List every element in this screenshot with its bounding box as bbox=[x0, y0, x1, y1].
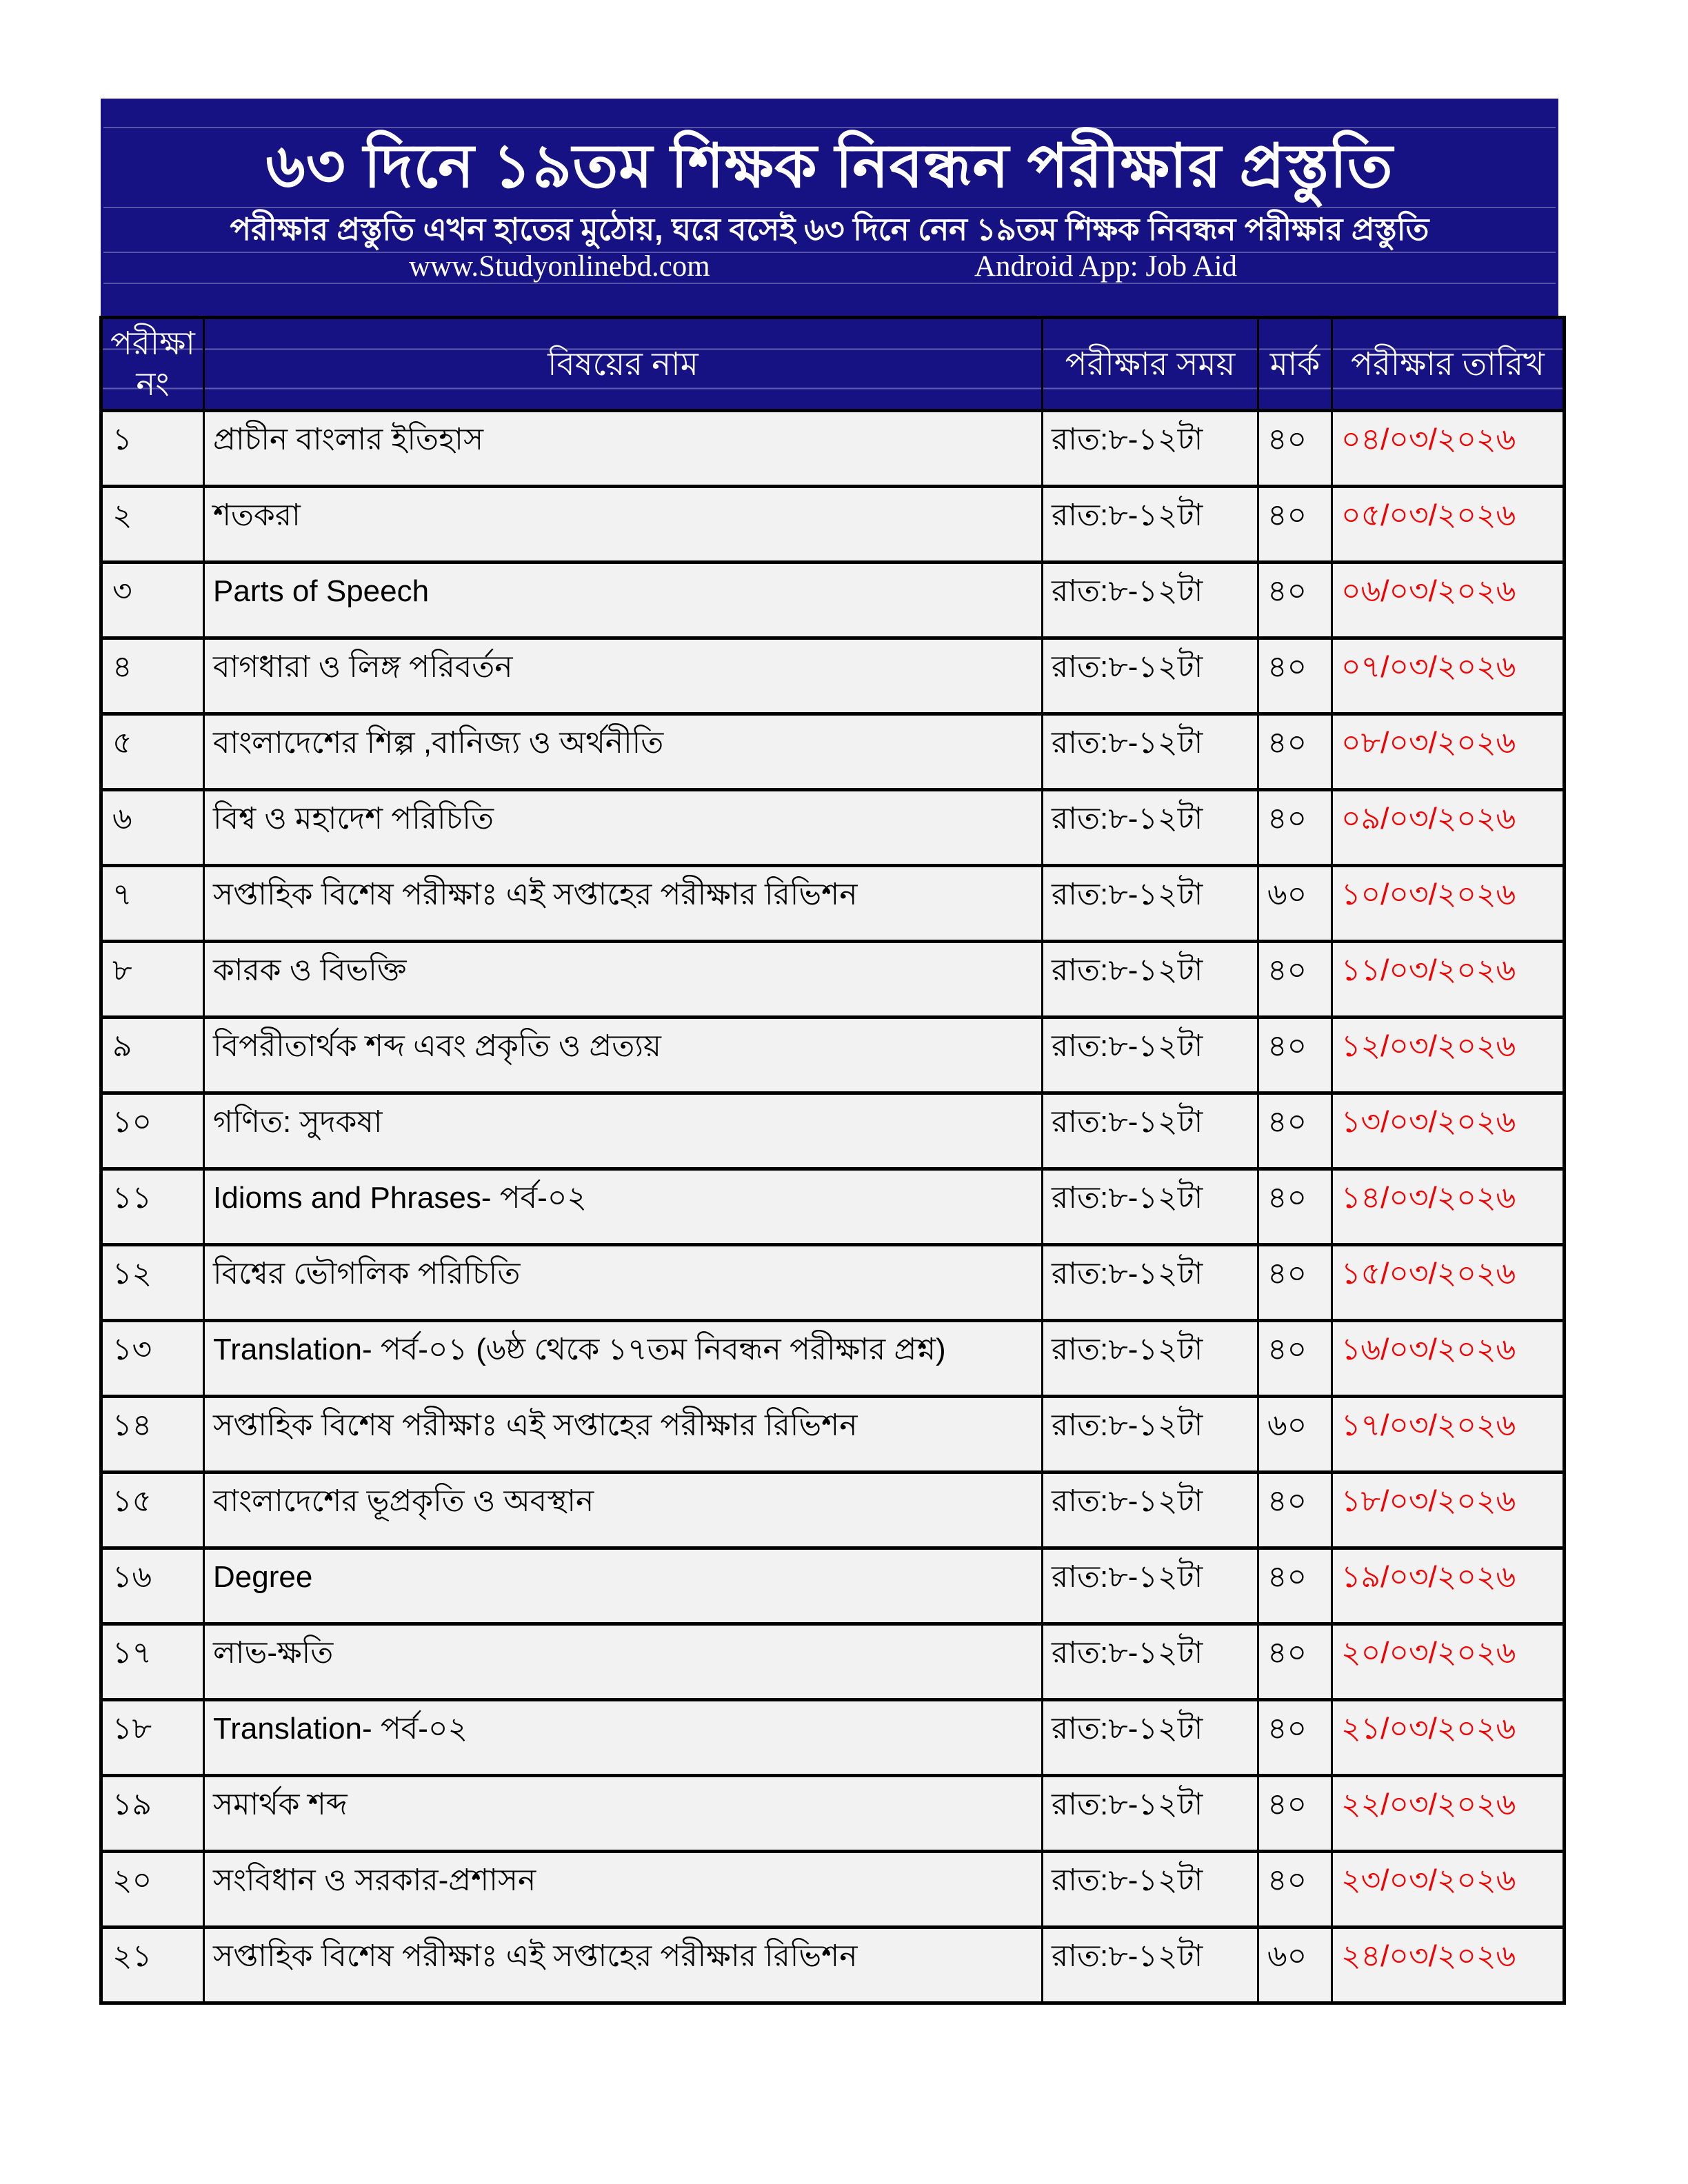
exam-row bbox=[101, 1700, 1565, 1776]
subject-cell: প্রাচীন বাংলার ইতিহাস bbox=[204, 411, 1043, 487]
marks-cell: ৪০ bbox=[1258, 487, 1332, 563]
exam-no-cell: ১৬ bbox=[101, 1548, 204, 1624]
subject-cell: সমার্থক শব্দ bbox=[204, 1776, 1043, 1852]
marks-cell: ৪০ bbox=[1258, 714, 1332, 790]
time-cell: রাত:৮-১২টা bbox=[1043, 1624, 1258, 1700]
time-cell: রাত:৮-১২টা bbox=[1043, 1776, 1258, 1852]
column-header-marks: মার্ক bbox=[1258, 318, 1332, 411]
time-cell: রাত:৮-১২টা bbox=[1043, 1397, 1258, 1473]
exam-row bbox=[101, 563, 1565, 638]
column-header-subject: বিষয়ের নাম bbox=[204, 318, 1043, 411]
date-cell: ০৪/০৩/২০২৬ bbox=[1332, 411, 1565, 487]
exam-no-cell: ২১ bbox=[101, 1928, 204, 2003]
date-cell: ১১/০৩/২০২৬ bbox=[1332, 942, 1565, 1018]
date-cell: ১৯/০৩/২০২৬ bbox=[1332, 1548, 1565, 1624]
marks-cell: ৪০ bbox=[1258, 1245, 1332, 1321]
subject-cell: Translation- পর্ব-০১ (৬ষ্ঠ থেকে ১৭তম নিবন্ধন পরীক্ষার প্রশ্ন) bbox=[204, 1321, 1043, 1397]
time-cell: রাত:৮-১২টা bbox=[1043, 1700, 1258, 1776]
subject-cell: বিপরীতার্থক শব্দ এবং প্রকৃতি ও প্রত্যয় bbox=[204, 1018, 1043, 1093]
time-cell: রাত:৮-১২টা bbox=[1043, 1928, 1258, 2003]
column-header-time: পরীক্ষার সময় bbox=[1043, 318, 1258, 411]
exam-no-cell: ১ bbox=[101, 411, 204, 487]
marks-cell: ৬০ bbox=[1258, 1928, 1332, 2003]
header-row bbox=[101, 318, 1565, 411]
date-cell: ০৮/০৩/২০২৬ bbox=[1332, 714, 1565, 790]
exam-schedule-table bbox=[99, 316, 1566, 2005]
subject-cell: Degree bbox=[204, 1548, 1043, 1624]
exam-row bbox=[101, 487, 1565, 563]
time-cell: রাত:৮-১২টা bbox=[1043, 1018, 1258, 1093]
marks-cell: ৪০ bbox=[1258, 1321, 1332, 1397]
subject-cell: সপ্তাহিক বিশেষ পরীক্ষাঃ এই সপ্তাহের পরীক্ষার রিভিশন bbox=[204, 1928, 1043, 2003]
exam-row bbox=[101, 411, 1565, 487]
date-cell: ১৬/০৩/২০২৬ bbox=[1332, 1321, 1565, 1397]
exam-row bbox=[101, 1776, 1565, 1852]
exam-no-cell: ৬ bbox=[101, 790, 204, 866]
schedule-rows bbox=[101, 411, 1565, 2003]
exam-row bbox=[101, 1928, 1565, 2003]
table-header bbox=[101, 318, 1565, 411]
subject-cell: বাংলাদেশের ভূপ্রকৃতি ও অবস্থান bbox=[204, 1473, 1043, 1548]
exam-no-cell: ৮ bbox=[101, 942, 204, 1018]
date-cell: ১৩/০৩/২০২৬ bbox=[1332, 1093, 1565, 1169]
exam-row bbox=[101, 714, 1565, 790]
marks-cell: ৪০ bbox=[1258, 411, 1332, 487]
exam-row bbox=[101, 1245, 1565, 1321]
exam-no-cell: ৭ bbox=[101, 866, 204, 942]
date-cell: ০৫/০৩/২০২৬ bbox=[1332, 487, 1565, 563]
marks-cell: ৪০ bbox=[1258, 638, 1332, 714]
subject-cell: সপ্তাহিক বিশেষ পরীক্ষাঃ এই সপ্তাহের পরীক্ষার রিভিশন bbox=[204, 866, 1043, 942]
exam-no-cell: ৪ bbox=[101, 638, 204, 714]
exam-row bbox=[101, 1397, 1565, 1473]
marks-cell: ৬০ bbox=[1258, 1397, 1332, 1473]
exam-no-cell: ৯ bbox=[101, 1018, 204, 1093]
marks-cell: ৪০ bbox=[1258, 1852, 1332, 1928]
exam-no-cell: ১৫ bbox=[101, 1473, 204, 1548]
date-cell: ২০/০৩/২০২৬ bbox=[1332, 1624, 1565, 1700]
exam-row bbox=[101, 1093, 1565, 1169]
date-cell: ২১/০৩/২০২৬ bbox=[1332, 1700, 1565, 1776]
website-text: www.Studyonlinebd.com bbox=[409, 250, 710, 283]
subject-cell: লাভ-ক্ষতি bbox=[204, 1624, 1043, 1700]
date-cell: ১২/০৩/২০২৬ bbox=[1332, 1018, 1565, 1093]
date-cell: ১৫/০৩/২০২৬ bbox=[1332, 1245, 1565, 1321]
exam-row bbox=[101, 1852, 1565, 1928]
title-banner bbox=[101, 99, 1558, 316]
time-cell: রাত:৮-১২টা bbox=[1043, 1321, 1258, 1397]
time-cell: রাত:৮-১২টা bbox=[1043, 1245, 1258, 1321]
subject-cell: বাংলাদেশের শিল্প ,বানিজ্য ও অর্থনীতি bbox=[204, 714, 1043, 790]
subject-cell: গণিত: সুদকষা bbox=[204, 1093, 1043, 1169]
subject-cell: সংবিধান ও সরকার-প্রশাসন bbox=[204, 1852, 1043, 1928]
exam-row bbox=[101, 1321, 1565, 1397]
marks-cell: ৪০ bbox=[1258, 1624, 1332, 1700]
exam-no-cell: ১৩ bbox=[101, 1321, 204, 1397]
time-cell: রাত:৮-১২টা bbox=[1043, 942, 1258, 1018]
exam-no-cell: ১১ bbox=[101, 1169, 204, 1245]
marks-cell: ৪০ bbox=[1258, 942, 1332, 1018]
time-cell: রাত:৮-১২টা bbox=[1043, 487, 1258, 563]
time-cell: রাত:৮-১২টা bbox=[1043, 638, 1258, 714]
column-header-exam-no: পরীক্ষা নং bbox=[101, 318, 204, 411]
time-cell: রাত:৮-১২টা bbox=[1043, 563, 1258, 638]
subject-cell: সপ্তাহিক বিশেষ পরীক্ষাঃ এই সপ্তাহের পরীক্ষার রিভিশন bbox=[204, 1397, 1043, 1473]
date-cell: ১৮/০৩/২০২৬ bbox=[1332, 1473, 1565, 1548]
subject-cell: Translation- পর্ব-০২ bbox=[204, 1700, 1043, 1776]
marks-cell: ৪০ bbox=[1258, 790, 1332, 866]
exam-row bbox=[101, 1169, 1565, 1245]
exam-row bbox=[101, 942, 1565, 1018]
exam-no-cell: ৫ bbox=[101, 714, 204, 790]
date-cell: ২২/০৩/২০২৬ bbox=[1332, 1776, 1565, 1852]
marks-cell: ৪০ bbox=[1258, 1473, 1332, 1548]
exam-row bbox=[101, 638, 1565, 714]
subject-cell: শতকরা bbox=[204, 487, 1043, 563]
subject-cell: বাগধারা ও লিঙ্গ পরিবর্তন bbox=[204, 638, 1043, 714]
date-cell: ১০/০৩/২০২৬ bbox=[1332, 866, 1565, 942]
time-cell: রাত:৮-১২টা bbox=[1043, 1473, 1258, 1548]
exam-row bbox=[101, 1548, 1565, 1624]
exam-no-cell: ৩ bbox=[101, 563, 204, 638]
android-app-text: Android App: Job Aid bbox=[974, 250, 1238, 283]
exam-no-cell: ১৪ bbox=[101, 1397, 204, 1473]
time-cell: রাত:৮-১২টা bbox=[1043, 1093, 1258, 1169]
exam-no-cell: ১৯ bbox=[101, 1776, 204, 1852]
marks-cell: ৪০ bbox=[1258, 1776, 1332, 1852]
exam-no-cell: ১০ bbox=[101, 1093, 204, 1169]
marks-cell: ৬০ bbox=[1258, 866, 1332, 942]
column-header-date: পরীক্ষার তারিখ bbox=[1332, 318, 1565, 411]
marks-cell: ৪০ bbox=[1258, 1548, 1332, 1624]
time-cell: রাত:৮-১২টা bbox=[1043, 1548, 1258, 1624]
date-cell: ২৩/০৩/২০২৬ bbox=[1332, 1852, 1565, 1928]
time-cell: রাত:৮-১২টা bbox=[1043, 1852, 1258, 1928]
time-cell: রাত:৮-১২টা bbox=[1043, 1169, 1258, 1245]
subject-cell: Parts of Speech bbox=[204, 563, 1043, 638]
date-cell: ০৯/০৩/২০২৬ bbox=[1332, 790, 1565, 866]
exam-row bbox=[101, 790, 1565, 866]
date-cell: ০৭/০৩/২০২৬ bbox=[1332, 638, 1565, 714]
exam-no-cell: ২ bbox=[101, 487, 204, 563]
date-cell: ২৪/০৩/২০২৬ bbox=[1332, 1928, 1565, 2003]
marks-cell: ৪০ bbox=[1258, 1700, 1332, 1776]
date-cell: ০৬/০৩/২০২৬ bbox=[1332, 563, 1565, 638]
marks-cell: ৪০ bbox=[1258, 1093, 1332, 1169]
time-cell: রাত:৮-১২টা bbox=[1043, 790, 1258, 866]
exam-row bbox=[101, 1473, 1565, 1548]
banner-info-line bbox=[101, 250, 1558, 283]
time-cell: রাত:৮-১২টা bbox=[1043, 714, 1258, 790]
subject-cell: বিশ্ব ও মহাদেশ পরিচিতি bbox=[204, 790, 1043, 866]
subject-cell: Idioms and Phrases- পর্ব-০২ bbox=[204, 1169, 1043, 1245]
marks-cell: ৪০ bbox=[1258, 563, 1332, 638]
exam-no-cell: ১২ bbox=[101, 1245, 204, 1321]
page-subtitle: পরীক্ষার প্রস্তুতি এখন হাতের মুঠোয়, ঘরে বসেই ৬৩ দিনে নেন ১৯তম শিক্ষক নিবন্ধন পরীক্ষার প্রস্তুতি bbox=[230, 212, 1429, 247]
exam-no-cell: ১৭ bbox=[101, 1624, 204, 1700]
exam-row bbox=[101, 866, 1565, 942]
exam-row bbox=[101, 1624, 1565, 1700]
date-cell: ১৪/০৩/২০২৬ bbox=[1332, 1169, 1565, 1245]
page-title: ৬৩ দিনে ১৯তম শিক্ষক নিবন্ধন পরীক্ষার প্রস্তুতি bbox=[265, 132, 1394, 200]
date-cell: ১৭/০৩/২০২৬ bbox=[1332, 1397, 1565, 1473]
exam-no-cell: ১৮ bbox=[101, 1700, 204, 1776]
exam-row bbox=[101, 1018, 1565, 1093]
subject-cell: কারক ও বিভক্তি bbox=[204, 942, 1043, 1018]
time-cell: রাত:৮-১২টা bbox=[1043, 866, 1258, 942]
time-cell: রাত:৮-১২টা bbox=[1043, 411, 1258, 487]
marks-cell: ৪০ bbox=[1258, 1018, 1332, 1093]
exam-no-cell: ২০ bbox=[101, 1852, 204, 1928]
banner-divider-line bbox=[103, 283, 1556, 284]
subject-cell: বিশ্বের ভৌগলিক পরিচিতি bbox=[204, 1245, 1043, 1321]
marks-cell: ৪০ bbox=[1258, 1169, 1332, 1245]
